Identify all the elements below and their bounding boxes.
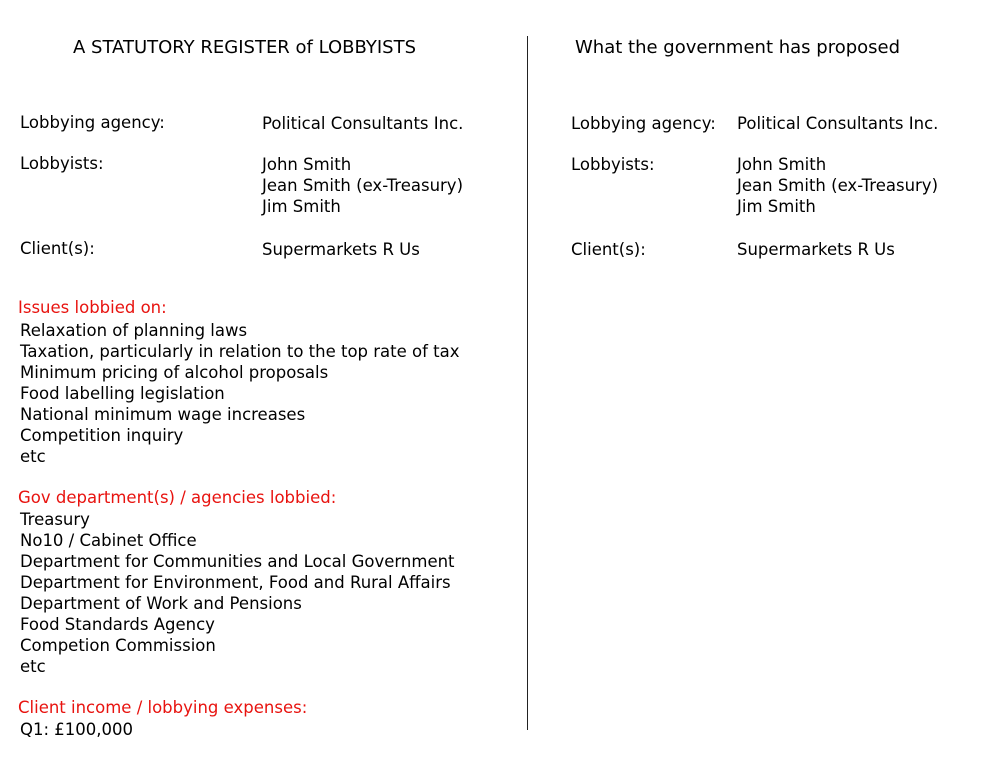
left-agency-label: Lobbying agency:	[20, 113, 165, 132]
departments-list	[20, 509, 455, 677]
list-item: Treasury	[20, 510, 90, 529]
left-clients-label: Client(s):	[20, 239, 95, 258]
list-item: Relaxation of planning laws	[20, 321, 248, 340]
right-title: What the government has proposed	[575, 37, 901, 58]
list-item: Taxation, particularly in relation to the top rate of tax	[20, 342, 460, 361]
issues-heading: Issues lobbied on:	[18, 298, 167, 317]
right-agency-label: Lobbying agency:	[571, 114, 716, 133]
left-clients-value: Supermarkets R Us	[262, 240, 420, 259]
right-agency-value: Political Consultants Inc.	[737, 114, 939, 133]
issues-list	[20, 320, 460, 467]
list-item: etc	[20, 657, 46, 676]
list-item: Jim Smith	[737, 197, 816, 216]
list-item: Competition inquiry	[20, 426, 184, 445]
left-lobbyists-list	[262, 154, 463, 217]
right-clients-value: Supermarkets R Us	[737, 240, 895, 259]
list-item: Department for Communities and Local Government	[20, 552, 455, 571]
departments-heading: Gov department(s) / agencies lobbied:	[18, 488, 337, 507]
list-item: National minimum wage increases	[20, 405, 306, 424]
list-item: Department of Work and Pensions	[20, 594, 302, 613]
list-item: Food labelling legislation	[20, 384, 225, 403]
list-item: Food Standards Agency	[20, 615, 215, 634]
list-item: Department for Environment, Food and Rural Affairs	[20, 573, 451, 592]
list-item: John Smith	[737, 155, 827, 174]
list-item: Minimum pricing of alcohol proposals	[20, 363, 329, 382]
list-item: Jean Smith (ex-Treasury)	[737, 176, 939, 195]
list-item: John Smith	[262, 155, 352, 174]
list-item: No10 / Cabinet Office	[20, 531, 197, 550]
income-value: Q1: £100,000	[20, 720, 134, 739]
left-title: A STATUTORY REGISTER of LOBBYISTS	[73, 37, 417, 58]
income-heading: Client income / lobbying expenses:	[18, 698, 308, 717]
column-divider	[527, 36, 528, 730]
list-item: etc	[20, 447, 46, 466]
right-clients-label: Client(s):	[571, 240, 646, 259]
left-agency-value: Political Consultants Inc.	[262, 114, 464, 133]
left-lobbyists-label: Lobbyists:	[20, 154, 104, 173]
right-lobbyists-label: Lobbyists:	[571, 155, 655, 174]
list-item: Competion Commission	[20, 636, 216, 655]
right-lobbyists-list	[737, 154, 938, 217]
list-item: Jim Smith	[262, 197, 341, 216]
list-item: Jean Smith (ex-Treasury)	[262, 176, 464, 195]
